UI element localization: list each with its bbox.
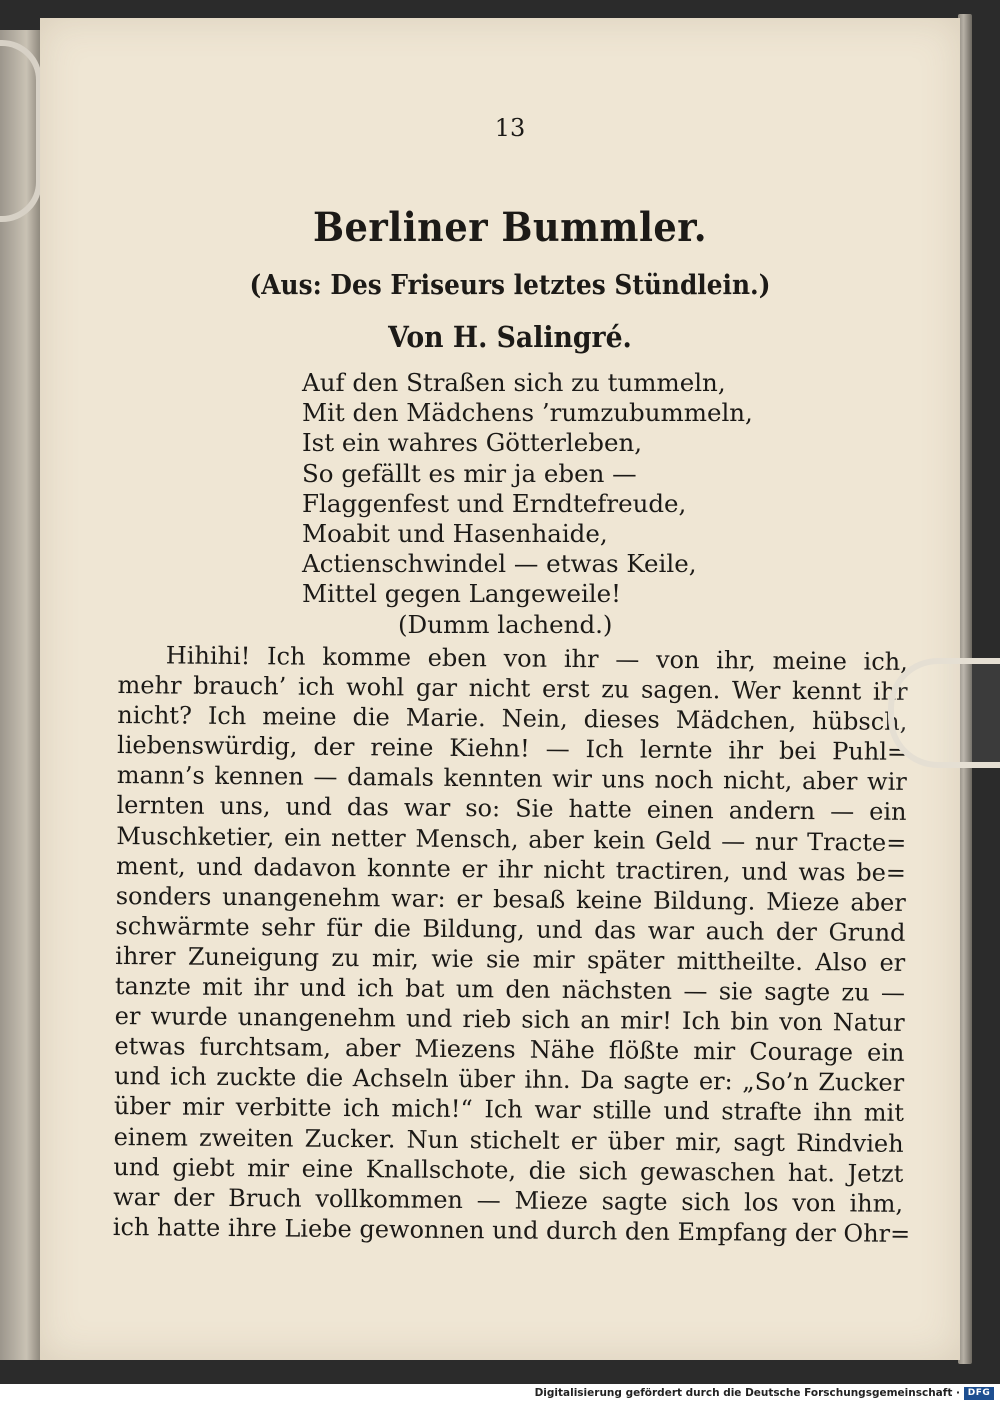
- prose-line: mehr brauch’ ich wohl gar nicht erst zu sagen. Wer kennt ihr: [117, 671, 908, 706]
- prose-line: über mir verbitte ich mich!“ Ich war stille und strafte ihn mit: [113, 1092, 905, 1128]
- poem-line: Ist ein wahres Götterleben,: [302, 428, 643, 458]
- prose-line: tanzte mit ihr und ich bat um den nächsten — sie sagte zu —: [114, 972, 906, 1007]
- prose-line: war der Bruch vollkommen — Mieze sagte sich los von ihm,: [113, 1182, 904, 1218]
- prose-line: und ich zuckte die Achseln über ihn. Da sagte er: „So’n Zucker: [114, 1062, 905, 1098]
- prose-line: ich hatte ihre Liebe gewonnen und durch den Empfang der Ohr=: [112, 1212, 911, 1248]
- dfg-logo: DFG: [964, 1387, 994, 1400]
- prose-line: schwärmte sehr für die Bildung, und das war auch der Grund: [115, 911, 906, 947]
- prose-line: mann’s kennen — damals kennten wir uns noch nicht, aber wir: [116, 761, 907, 797]
- prose-line: und giebt mir eine Knallschote, die sich gewaschen hat. Jetzt: [113, 1152, 904, 1188]
- page-title: Berliner Bummler.: [312, 204, 707, 251]
- prose-line: Muschketier, ein netter Mensch, aber kein Geld — nur Tracte=: [116, 821, 907, 857]
- poem-line: So gefällt es mir ja eben —: [302, 458, 637, 488]
- page-clip: [888, 658, 1000, 768]
- funding-notice: Digitalisierung gefördert durch die Deutsche Forschungsgemeinschaft ·: [534, 1387, 960, 1399]
- poem-line: Actienschwindel — etwas Keile,: [302, 549, 697, 579]
- prose-line: er wurde unangenehm und rieb sich an mir! Ich bin von Natur: [114, 1002, 905, 1038]
- book-page: [40, 18, 960, 1360]
- prose-line: lernten uns, und das war so: Sie hatte einen andern — ein: [116, 791, 907, 827]
- left-page-edge: [0, 30, 44, 1360]
- prose-line: einem zweiten Zucker. Nun stichelt er über mir, sagt Rindvieh: [113, 1122, 904, 1158]
- prose-line: etwas furchtsam, aber Miezens Nähe flößte mir Courage ein: [114, 1032, 905, 1068]
- stage-direction: (Dumm lachend.): [398, 609, 613, 639]
- page-number: 13: [494, 114, 526, 142]
- page-subtitle: (Aus: Des Friseurs letztes Stündlein.): [249, 270, 771, 301]
- prose-line: liebenswürdig, der reine Kiehn! — Ich lernte ihr bei Puhl=: [116, 731, 908, 767]
- prose-line: ment, und dadavon konnte er ihr nicht tractiren, und was be=: [115, 851, 907, 887]
- poem-line: Flaggenfest und Erndtefreude,: [302, 488, 687, 518]
- prose-line: sonders unangenehm war: er besaß keine Bildung. Mieze aber: [115, 881, 906, 917]
- digitization-footer: [0, 1384, 1000, 1404]
- prose-line: ihrer Zuneigung zu mir, wie sie mir später mittheilte. Also er: [115, 941, 906, 977]
- left-page-clip: [0, 40, 42, 222]
- poem-line: Mittel gegen Langeweile!: [302, 579, 621, 609]
- page-author: Von H. Salingré.: [388, 320, 632, 354]
- poem-line: Mit den Mädchens ’rumzubummeln,: [302, 398, 753, 428]
- prose-line: Hihihi! Ich komme eben von ihr — von ihr, meine ich,: [165, 641, 908, 676]
- poem: [302, 368, 862, 640]
- prose-line: nicht? Ich meine die Marie. Nein, dieses Mädchen, hübsch,: [117, 701, 908, 737]
- prose-paragraph: [112, 640, 911, 1249]
- poem-line: Auf den Straßen sich zu tummeln,: [302, 368, 726, 397]
- poem-line: Moabit und Hasenhaide,: [302, 518, 608, 548]
